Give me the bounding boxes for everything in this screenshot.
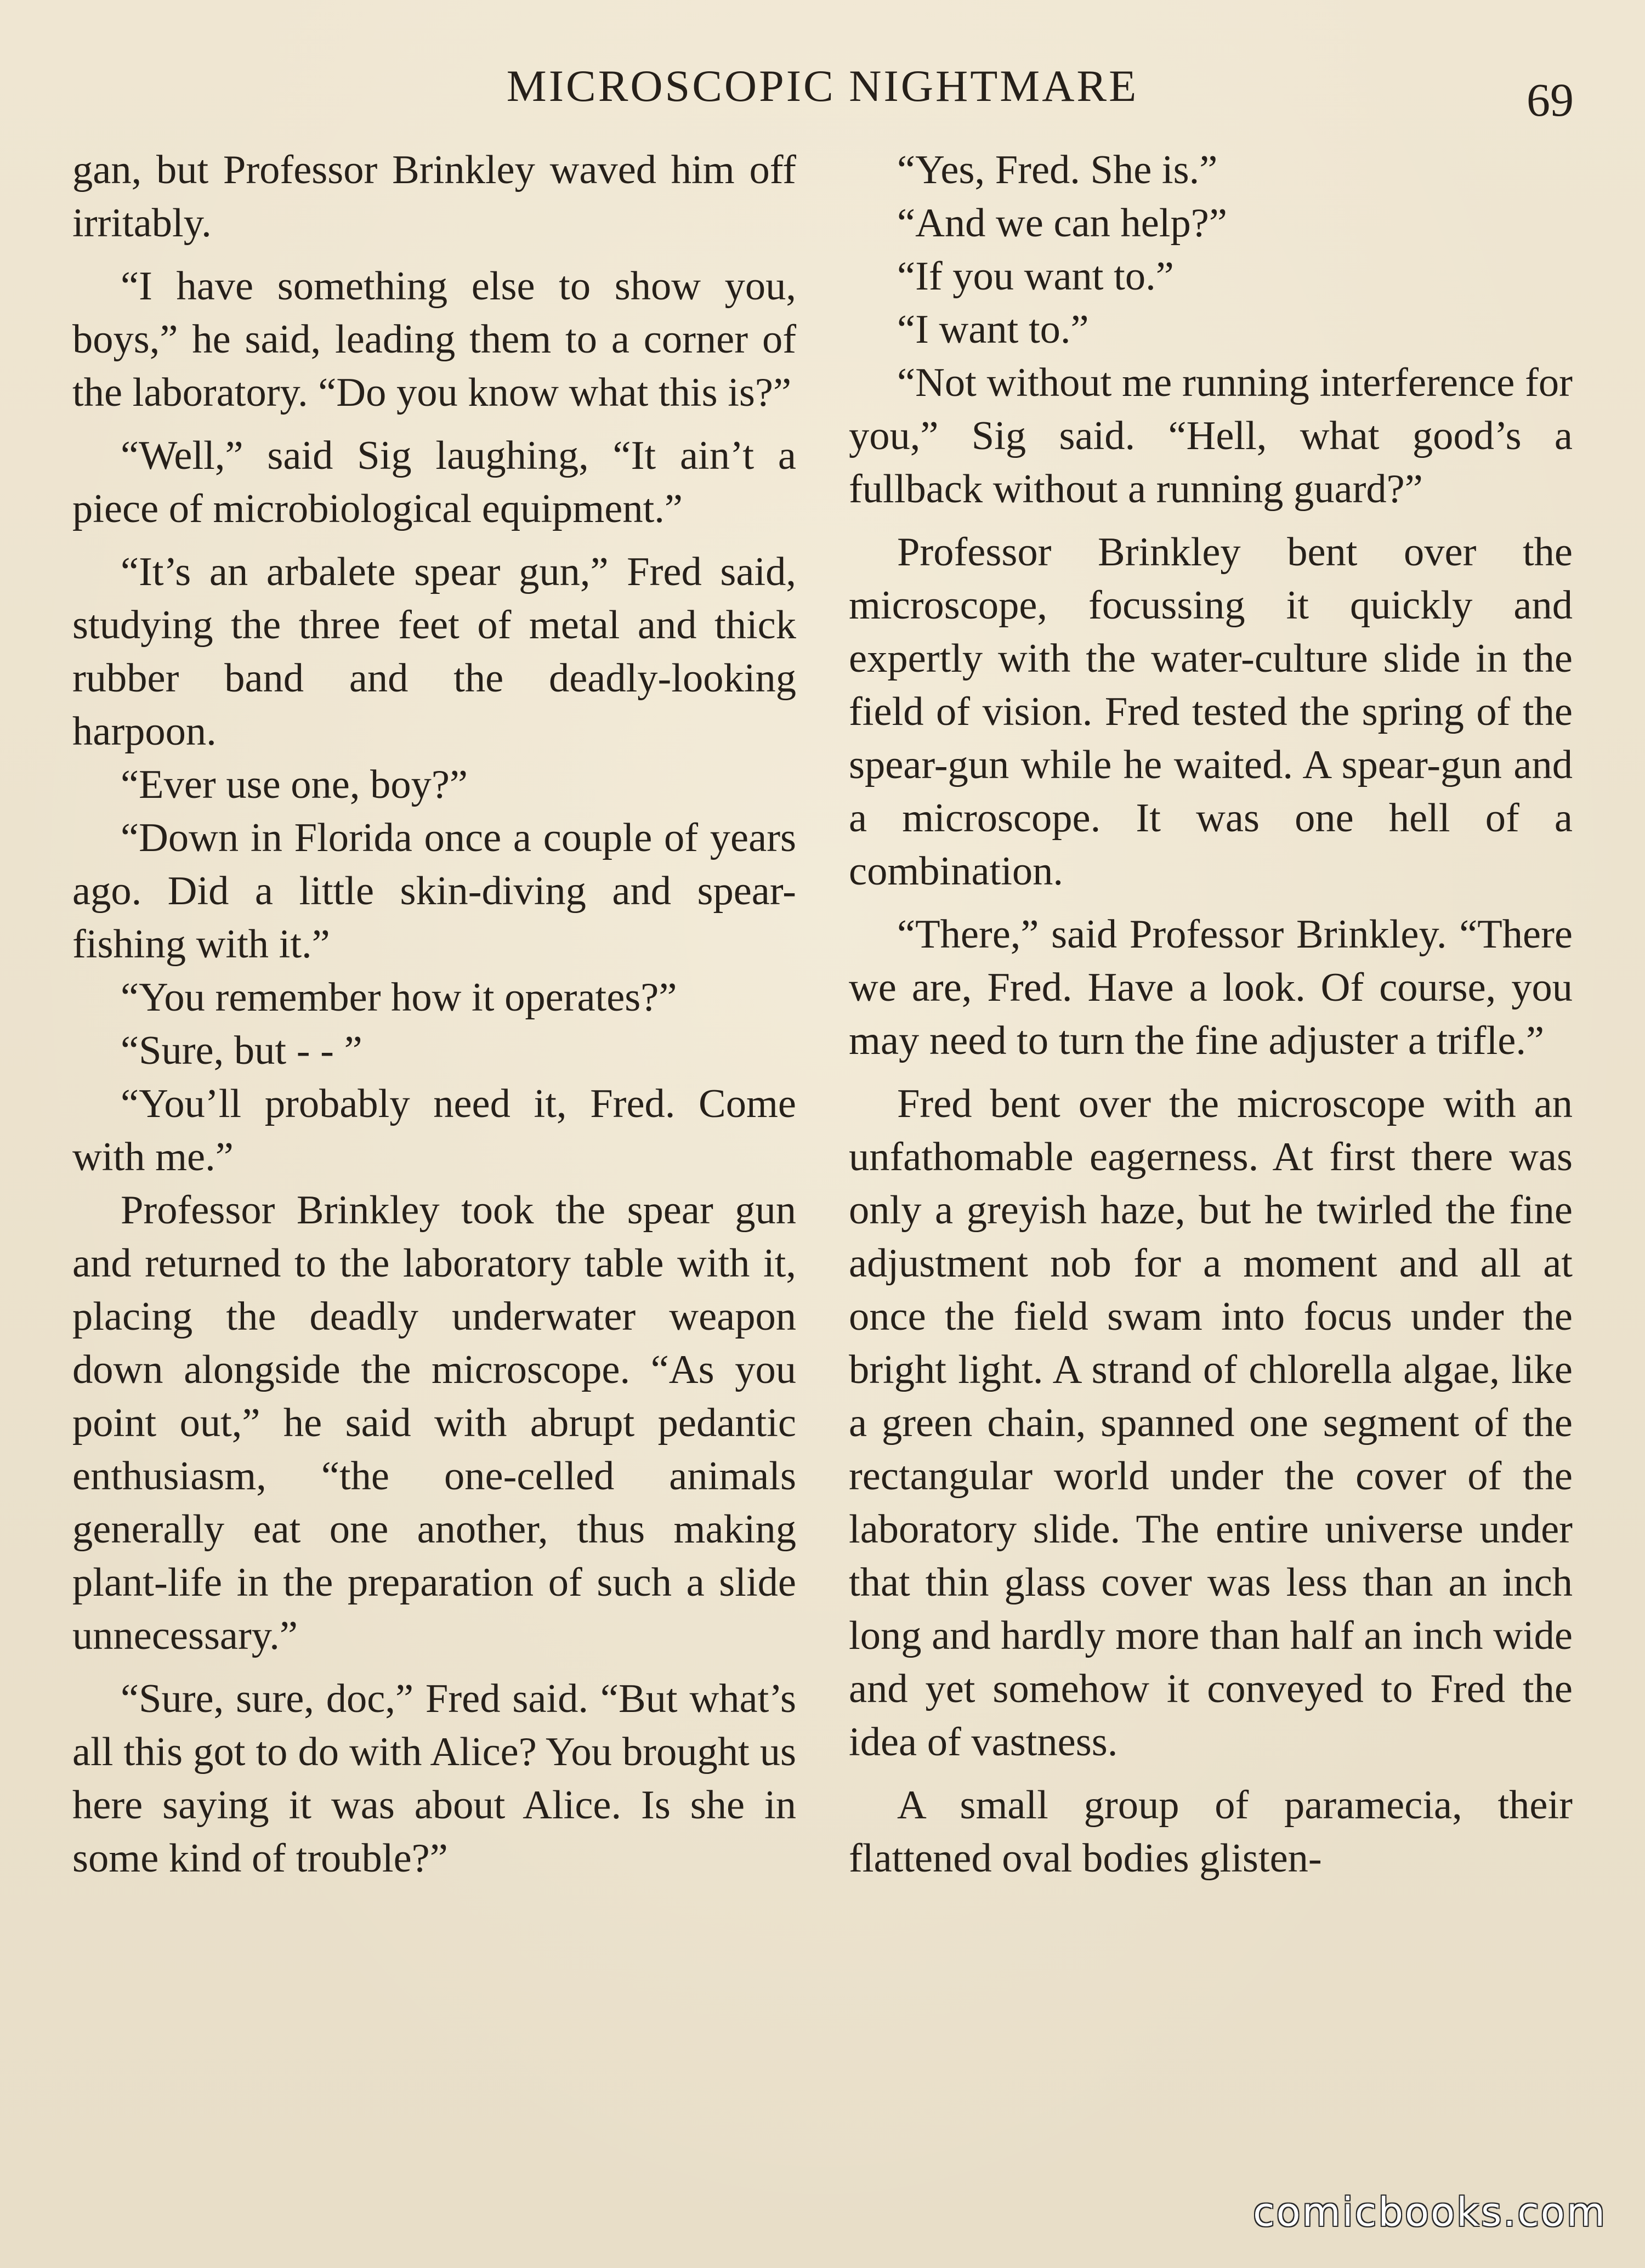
paragraph: Professor Brinkley took the spear gun and returned to the laboratory table with it, placing the deadly underwater weapon down alongside the microscope. “As you point out,” he said with abrupt pedantic enthusiasm, “the one-celled animals generally eat one another, thus making plant-life in the preparation of such a slide unnecessary.” [72, 1188, 796, 1658]
paragraph: gan, but Professor Brinkley waved him off irritably. [72, 148, 796, 246]
paragraph: A small group of paramecia, their flattened oval bodies glisten- [849, 1783, 1573, 1881]
paragraph: Fred bent over the microscope with an unfathomable eagerness. At first there was only a greyish haze, but he twirled the fine adjustment nob for a moment and all at once the field swam into focus under the bright light. A strand of chlorella algae, like a green chain, spanned one segment of the rectangular world under the cover of the laboratory slide. The entire universe under that thin glass cover was less than an inch long and hardly more than half an inch wide and yet somehow it conveyed to Fred the idea of vastness. [849, 1081, 1573, 1765]
paragraph: Professor Brinkley bent over the microscope, focussing it quickly and expertly with the water-culture slide in the field of vision. Fred tested the spring of the spear-gun while he waited. A spear-gun and a microscope. It was one hell of a combination. [849, 530, 1573, 894]
paragraph: “I want to.” [897, 307, 1089, 352]
right-column [849, 144, 1573, 1885]
paragraph: “You’ll probably need it, Fred. Come with me.” [72, 1081, 796, 1180]
watermark: comicbooks.com [1252, 2189, 1607, 2235]
paragraph: “And we can help?” [897, 201, 1227, 246]
paragraph: “Well,” said Sig laughing, “It ain’t a piece of microbiological equipment.” [72, 433, 796, 531]
paragraph: “Ever use one, boy?” [121, 762, 468, 807]
paragraph: “You remember how it operates?” [121, 975, 677, 1020]
page-number: 69 [1527, 73, 1574, 126]
paragraph: “I have something else to show you, boys,” he said, leading them to a corner of the laboratory. “Do you know what this is?” [72, 264, 796, 415]
paragraph: “It’s an arbalete spear gun,” Fred said, studying the three feet of metal and thick rubber band and the deadly-looking harpoon. [72, 549, 796, 754]
paragraph: “Not without me running interference for you,” Sig said. “Hell, what good’s a fullback without a running guard?” [849, 360, 1573, 512]
paragraph: “Sure, sure, doc,” Fred said. “But what’s all this got to do with Alice? You brought us here saying it was about Alice. Is she in some kind of trouble?” [72, 1676, 796, 1881]
paragraph: “There,” said Professor Brinkley. “There we are, Fred. Have a look. Of course, you may need to turn the fine adjuster a trifle.” [849, 912, 1573, 1063]
paragraph: “Down in Florida once a couple of years ago. Did a little skin-diving and spear-fishing with it.” [72, 815, 796, 967]
running-head: MICROSCOPIC NIGHTMARE [506, 61, 1139, 111]
paragraph: “Sure, but - - ” [121, 1028, 362, 1073]
left-column [72, 144, 796, 1885]
paragraph: “If you want to.” [897, 254, 1174, 299]
paragraph: “Yes, Fred. She is.” [897, 148, 1218, 192]
